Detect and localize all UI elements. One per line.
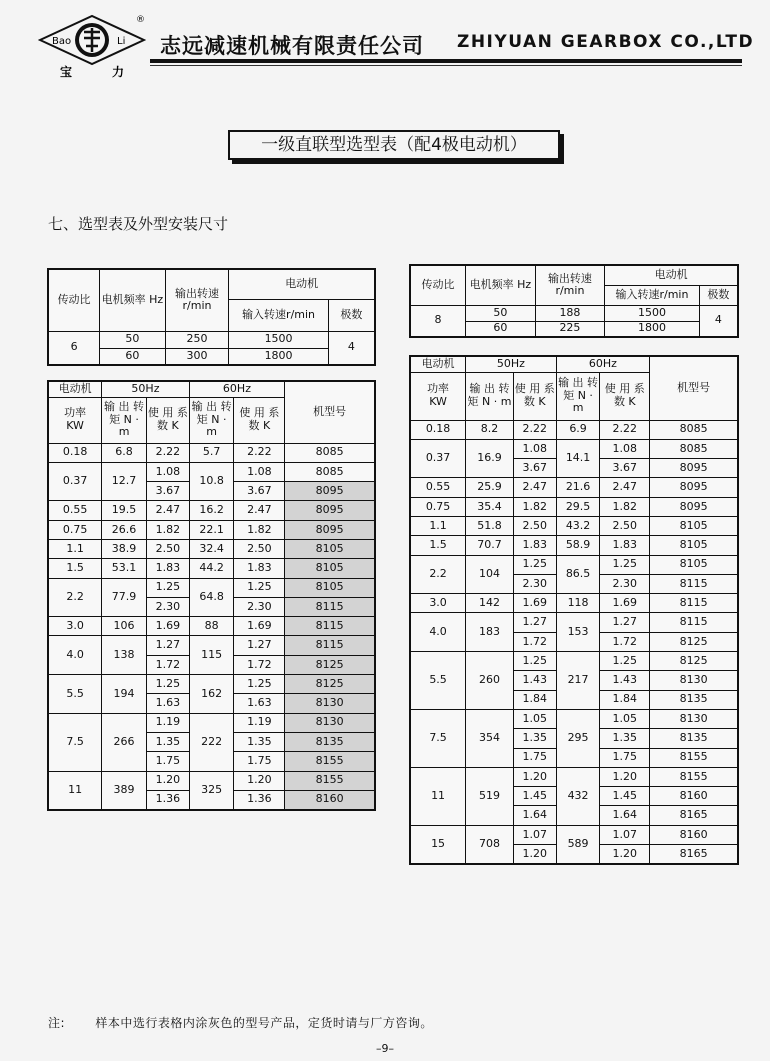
factor-60hz-cell: 1.82 bbox=[600, 497, 650, 516]
factor-50hz-cell: 1.43 bbox=[513, 671, 556, 690]
factor-50hz-cell: 1.20 bbox=[513, 767, 556, 786]
torque-60hz-cell: 217 bbox=[556, 652, 600, 710]
model-cell: 8160 bbox=[285, 790, 375, 809]
torque-50hz-cell: 104 bbox=[466, 555, 514, 594]
torque-60hz-cell: 115 bbox=[189, 636, 234, 675]
logo-cn-left: 宝 bbox=[60, 65, 73, 79]
model-cell: 8125 bbox=[650, 652, 738, 671]
sel-h-50hz: 50Hz bbox=[466, 356, 557, 372]
table-row bbox=[48, 771, 375, 790]
left-selection-table bbox=[47, 380, 376, 811]
model-cell: 8085 bbox=[650, 439, 738, 458]
left-spec-cell: 250 bbox=[165, 331, 229, 348]
model-cell: 8105 bbox=[285, 578, 375, 597]
sel-h-factor-60: 使 用 系 数 K bbox=[234, 397, 285, 443]
table-row bbox=[410, 555, 738, 574]
factor-60hz-cell: 2.30 bbox=[600, 574, 650, 593]
power-kw-cell: 7.5 bbox=[48, 713, 102, 771]
torque-50hz-cell: 51.8 bbox=[466, 516, 514, 535]
torque-50hz-cell: 6.8 bbox=[102, 443, 147, 462]
factor-60hz-cell: 1.72 bbox=[234, 655, 285, 674]
factor-60hz-cell: 1.75 bbox=[600, 748, 650, 767]
model-cell: 8130 bbox=[285, 713, 375, 732]
factor-60hz-cell: 1.20 bbox=[600, 845, 650, 864]
header-rule bbox=[150, 59, 742, 63]
sel-h-torque-50: 输 出 转 矩 N · m bbox=[102, 397, 147, 443]
torque-50hz-cell: 77.9 bbox=[102, 578, 147, 617]
page-number: –9– bbox=[376, 1042, 394, 1055]
factor-50hz-cell: 1.69 bbox=[146, 617, 189, 636]
factor-60hz-cell: 2.50 bbox=[600, 516, 650, 535]
factor-60hz-cell: 1.35 bbox=[600, 729, 650, 748]
factor-50hz-cell: 1.72 bbox=[513, 632, 556, 651]
torque-60hz-cell: 295 bbox=[556, 709, 600, 767]
torque-50hz-cell: 19.5 bbox=[102, 501, 147, 520]
table-row bbox=[410, 497, 738, 516]
left-spec-cell: 60 bbox=[100, 348, 166, 365]
torque-60hz-cell: 10.8 bbox=[189, 462, 234, 501]
factor-60hz-cell: 2.50 bbox=[234, 539, 285, 558]
factor-50hz-cell: 1.75 bbox=[146, 752, 189, 771]
right-spec-h-freq: 电机频率 Hz bbox=[466, 265, 536, 305]
power-kw-cell: 3.0 bbox=[48, 617, 102, 636]
torque-60hz-cell: 22.1 bbox=[189, 520, 234, 539]
torque-50hz-cell: 25.9 bbox=[466, 478, 514, 497]
right-spec-cell: 50 bbox=[466, 305, 536, 321]
factor-60hz-cell: 1.20 bbox=[600, 767, 650, 786]
factor-60hz-cell: 2.22 bbox=[600, 420, 650, 439]
company-name-en: ZHIYUAN GEARBOX CO.,LTD bbox=[457, 32, 755, 52]
table-row bbox=[410, 594, 738, 613]
table-row bbox=[48, 539, 375, 558]
torque-50hz-cell: 16.9 bbox=[466, 439, 514, 478]
header-rule-thin bbox=[150, 65, 742, 66]
torque-60hz-cell: 5.7 bbox=[189, 443, 234, 462]
table-row bbox=[48, 559, 375, 578]
factor-50hz-cell: 3.67 bbox=[146, 482, 189, 501]
factor-60hz-cell: 1.36 bbox=[234, 790, 285, 809]
power-kw-cell: 0.55 bbox=[410, 478, 466, 497]
power-kw-cell: 2.2 bbox=[48, 578, 102, 617]
power-kw-cell: 11 bbox=[410, 767, 466, 825]
torque-50hz-cell: 708 bbox=[466, 825, 514, 864]
factor-50hz-cell: 1.69 bbox=[513, 594, 556, 613]
torque-50hz-cell: 519 bbox=[466, 767, 514, 825]
model-cell: 8105 bbox=[285, 539, 375, 558]
torque-60hz-cell: 153 bbox=[556, 613, 600, 652]
torque-60hz-cell: 162 bbox=[189, 675, 234, 714]
factor-60hz-cell: 1.82 bbox=[234, 520, 285, 539]
factor-50hz-cell: 1.25 bbox=[513, 652, 556, 671]
model-cell: 8095 bbox=[650, 459, 738, 478]
right-spec-ratio: 8 bbox=[410, 305, 466, 337]
model-cell: 8155 bbox=[650, 748, 738, 767]
left-spec-h-input: 输入转速r/min bbox=[229, 299, 328, 331]
factor-50hz-cell: 2.30 bbox=[513, 574, 556, 593]
table-row bbox=[410, 709, 738, 728]
factor-60hz-cell: 1.83 bbox=[600, 536, 650, 555]
model-cell: 8095 bbox=[285, 482, 375, 501]
factor-50hz-cell: 2.50 bbox=[513, 516, 556, 535]
power-kw-cell: 7.5 bbox=[410, 709, 466, 767]
model-cell: 8105 bbox=[650, 516, 738, 535]
sel-h-motor: 电动机 bbox=[410, 356, 466, 372]
factor-60hz-cell: 1.84 bbox=[600, 690, 650, 709]
sel-h-model: 机型号 bbox=[650, 356, 738, 420]
right-spec-h-motor: 电动机 bbox=[605, 265, 738, 285]
factor-50hz-cell: 3.67 bbox=[513, 459, 556, 478]
model-cell: 8135 bbox=[650, 690, 738, 709]
factor-60hz-cell: 1.07 bbox=[600, 825, 650, 844]
factor-50hz-cell: 1.25 bbox=[513, 555, 556, 574]
model-cell: 8165 bbox=[650, 806, 738, 825]
torque-60hz-cell: 43.2 bbox=[556, 516, 600, 535]
model-cell: 8095 bbox=[650, 497, 738, 516]
left-spec-h-freq: 电机频率 Hz bbox=[100, 269, 166, 331]
factor-50hz-cell: 1.63 bbox=[146, 694, 189, 713]
power-kw-cell: 0.37 bbox=[48, 462, 102, 501]
torque-60hz-cell: 6.9 bbox=[556, 420, 600, 439]
table-row bbox=[410, 516, 738, 535]
factor-60hz-cell: 2.30 bbox=[234, 597, 285, 616]
section-heading: 七、选型表及外型安装尺寸 bbox=[48, 215, 229, 233]
torque-60hz-cell: 44.2 bbox=[189, 559, 234, 578]
model-cell: 8105 bbox=[650, 536, 738, 555]
model-cell: 8085 bbox=[285, 443, 375, 462]
sel-h-torque-60: 输 出 转 矩 N · m bbox=[189, 397, 234, 443]
table-row bbox=[48, 617, 375, 636]
factor-60hz-cell: 1.27 bbox=[600, 613, 650, 632]
factor-50hz-cell: 2.22 bbox=[146, 443, 189, 462]
factor-50hz-cell: 1.35 bbox=[146, 732, 189, 751]
factor-50hz-cell: 1.84 bbox=[513, 690, 556, 709]
model-cell: 8135 bbox=[285, 732, 375, 751]
left-spec-cell: 300 bbox=[165, 348, 229, 365]
power-kw-cell: 0.55 bbox=[48, 501, 102, 520]
model-cell: 8095 bbox=[285, 520, 375, 539]
power-kw-cell: 0.75 bbox=[410, 497, 466, 516]
logo-text-li: Li bbox=[117, 36, 126, 47]
torque-60hz-cell: 589 bbox=[556, 825, 600, 864]
table-row bbox=[410, 536, 738, 555]
factor-60hz-cell: 1.25 bbox=[234, 578, 285, 597]
power-kw-cell: 2.2 bbox=[410, 555, 466, 594]
right-spec-cell: 1500 bbox=[605, 305, 699, 321]
sel-h-50hz: 50Hz bbox=[102, 381, 190, 397]
model-cell: 8155 bbox=[285, 752, 375, 771]
factor-50hz-cell: 1.82 bbox=[146, 520, 189, 539]
model-cell: 8115 bbox=[285, 617, 375, 636]
left-spec-cell: 50 bbox=[100, 331, 166, 348]
right-spec-cell: 1800 bbox=[605, 321, 699, 337]
right-spec-poles: 4 bbox=[699, 305, 738, 337]
model-cell: 8085 bbox=[285, 462, 375, 481]
footnote-label: 注: bbox=[48, 1016, 66, 1030]
sel-h-60hz: 60Hz bbox=[189, 381, 284, 397]
factor-60hz-cell: 1.83 bbox=[234, 559, 285, 578]
torque-60hz-cell: 14.1 bbox=[556, 439, 600, 478]
torque-60hz-cell: 58.9 bbox=[556, 536, 600, 555]
left-spec-h-ratio: 传动比 bbox=[48, 269, 100, 331]
sel-h-factor-50: 使 用 系 数 K bbox=[146, 397, 189, 443]
left-spec-poles: 4 bbox=[328, 331, 375, 365]
company-name-cn: 志远减速机械有限责任公司 bbox=[160, 34, 424, 58]
factor-50hz-cell: 2.47 bbox=[513, 478, 556, 497]
right-spec-table bbox=[409, 264, 739, 338]
right-spec-h-speed: 输出转速 r/min bbox=[535, 265, 605, 305]
table-row bbox=[48, 636, 375, 655]
factor-60hz-cell: 1.72 bbox=[600, 632, 650, 651]
model-cell: 8130 bbox=[285, 694, 375, 713]
factor-60hz-cell: 1.25 bbox=[600, 652, 650, 671]
model-cell: 8125 bbox=[650, 632, 738, 651]
footnote bbox=[48, 1014, 433, 1031]
left-spec-h-speed: 输出转速 r/min bbox=[165, 269, 229, 331]
torque-60hz-cell: 432 bbox=[556, 767, 600, 825]
model-cell: 8130 bbox=[650, 671, 738, 690]
model-cell: 8135 bbox=[650, 729, 738, 748]
power-kw-cell: 5.5 bbox=[410, 652, 466, 710]
power-kw-cell: 11 bbox=[48, 771, 102, 810]
page-title: 一级直联型选型表（配4极电动机） bbox=[228, 130, 560, 160]
factor-50hz-cell: 1.83 bbox=[146, 559, 189, 578]
right-spec-cell: 60 bbox=[466, 321, 536, 337]
factor-60hz-cell: 1.64 bbox=[600, 806, 650, 825]
factor-60hz-cell: 1.08 bbox=[234, 462, 285, 481]
sel-h-model: 机型号 bbox=[285, 381, 375, 443]
sel-h-power-label: 功率 bbox=[64, 406, 87, 420]
table-row bbox=[48, 713, 375, 732]
table-row bbox=[48, 443, 375, 462]
sel-h-factor-60: 使 用 系 数 K bbox=[600, 372, 650, 420]
model-cell: 8115 bbox=[650, 594, 738, 613]
power-kw-cell: 3.0 bbox=[410, 594, 466, 613]
left-spec-h-motor: 电动机 bbox=[229, 269, 375, 299]
torque-60hz-cell: 16.2 bbox=[189, 501, 234, 520]
factor-60hz-cell: 1.43 bbox=[600, 671, 650, 690]
torque-50hz-cell: 53.1 bbox=[102, 559, 147, 578]
factor-50hz-cell: 1.72 bbox=[146, 655, 189, 674]
factor-60hz-cell: 1.75 bbox=[234, 752, 285, 771]
factor-50hz-cell: 1.08 bbox=[513, 439, 556, 458]
factor-60hz-cell: 1.27 bbox=[234, 636, 285, 655]
left-spec-ratio: 6 bbox=[48, 331, 100, 365]
factor-60hz-cell: 2.22 bbox=[234, 443, 285, 462]
power-kw-cell: 1.1 bbox=[410, 516, 466, 535]
right-spec-cell: 225 bbox=[535, 321, 605, 337]
left-spec-table bbox=[47, 268, 376, 366]
table-row bbox=[48, 520, 375, 539]
model-cell: 8155 bbox=[285, 771, 375, 790]
sel-h-factor-50: 使 用 系 数 K bbox=[513, 372, 556, 420]
model-cell: 8155 bbox=[650, 767, 738, 786]
power-kw-cell: 1.5 bbox=[48, 559, 102, 578]
sel-h-kw: KW bbox=[429, 395, 447, 408]
baoli-logo bbox=[38, 12, 146, 82]
right-spec-h-ratio: 传动比 bbox=[410, 265, 466, 305]
factor-50hz-cell: 1.07 bbox=[513, 825, 556, 844]
table-row bbox=[410, 420, 738, 439]
left-spec-cell: 1800 bbox=[229, 348, 328, 365]
model-cell: 8105 bbox=[650, 555, 738, 574]
power-kw-cell: 0.75 bbox=[48, 520, 102, 539]
table-row bbox=[410, 613, 738, 632]
power-kw-cell: 0.18 bbox=[410, 420, 466, 439]
torque-60hz-cell: 32.4 bbox=[189, 539, 234, 558]
factor-50hz-cell: 1.20 bbox=[513, 845, 556, 864]
torque-50hz-cell: 12.7 bbox=[102, 462, 147, 501]
model-cell: 8125 bbox=[285, 675, 375, 694]
sel-h-power bbox=[48, 397, 102, 443]
model-cell: 8165 bbox=[650, 845, 738, 864]
factor-50hz-cell: 1.25 bbox=[146, 578, 189, 597]
model-cell: 8160 bbox=[650, 825, 738, 844]
model-cell: 8125 bbox=[285, 655, 375, 674]
sel-h-torque-60: 输 出 转 矩 N · m bbox=[556, 372, 600, 420]
model-cell: 8085 bbox=[650, 420, 738, 439]
factor-50hz-cell: 1.36 bbox=[146, 790, 189, 809]
factor-50hz-cell: 1.27 bbox=[146, 636, 189, 655]
torque-60hz-cell: 29.5 bbox=[556, 497, 600, 516]
torque-50hz-cell: 260 bbox=[466, 652, 514, 710]
torque-50hz-cell: 26.6 bbox=[102, 520, 147, 539]
factor-50hz-cell: 1.45 bbox=[513, 787, 556, 806]
factor-50hz-cell: 1.27 bbox=[513, 613, 556, 632]
factor-50hz-cell: 1.75 bbox=[513, 748, 556, 767]
model-cell: 8115 bbox=[285, 636, 375, 655]
sel-h-kw: KW bbox=[66, 419, 84, 432]
power-kw-cell: 0.37 bbox=[410, 439, 466, 478]
factor-60hz-cell: 1.08 bbox=[600, 439, 650, 458]
factor-60hz-cell: 3.67 bbox=[234, 482, 285, 501]
torque-50hz-cell: 389 bbox=[102, 771, 147, 810]
torque-50hz-cell: 138 bbox=[102, 636, 147, 675]
torque-60hz-cell: 21.6 bbox=[556, 478, 600, 497]
table-row bbox=[48, 675, 375, 694]
torque-50hz-cell: 266 bbox=[102, 713, 147, 771]
torque-50hz-cell: 106 bbox=[102, 617, 147, 636]
torque-60hz-cell: 325 bbox=[189, 771, 234, 810]
torque-50hz-cell: 142 bbox=[466, 594, 514, 613]
factor-50hz-cell: 2.30 bbox=[146, 597, 189, 616]
torque-60hz-cell: 88 bbox=[189, 617, 234, 636]
factor-60hz-cell: 1.25 bbox=[600, 555, 650, 574]
power-kw-cell: 15 bbox=[410, 825, 466, 864]
factor-60hz-cell: 1.69 bbox=[600, 594, 650, 613]
factor-60hz-cell: 1.05 bbox=[600, 709, 650, 728]
model-cell: 8115 bbox=[650, 574, 738, 593]
footnote-text: 样本中选行表格内涂灰色的型号产品，定货时请与厂方咨询。 bbox=[95, 1016, 433, 1030]
page-header bbox=[0, 0, 770, 80]
torque-60hz-cell: 222 bbox=[189, 713, 234, 771]
factor-60hz-cell: 3.67 bbox=[600, 459, 650, 478]
torque-50hz-cell: 38.9 bbox=[102, 539, 147, 558]
factor-50hz-cell: 1.19 bbox=[146, 713, 189, 732]
table-row bbox=[410, 652, 738, 671]
power-kw-cell: 4.0 bbox=[48, 636, 102, 675]
left-spec-h-poles: 极数 bbox=[328, 299, 375, 331]
sel-h-60hz: 60Hz bbox=[556, 356, 649, 372]
factor-60hz-cell: 1.63 bbox=[234, 694, 285, 713]
right-spec-h-input: 输入转速r/min bbox=[605, 285, 699, 305]
factor-50hz-cell: 1.82 bbox=[513, 497, 556, 516]
factor-50hz-cell: 1.83 bbox=[513, 536, 556, 555]
factor-50hz-cell: 1.20 bbox=[146, 771, 189, 790]
left-spec-cell: 1500 bbox=[229, 331, 328, 348]
torque-50hz-cell: 35.4 bbox=[466, 497, 514, 516]
torque-60hz-cell: 118 bbox=[556, 594, 600, 613]
factor-50hz-cell: 1.25 bbox=[146, 675, 189, 694]
table-row bbox=[410, 825, 738, 844]
factor-60hz-cell: 1.69 bbox=[234, 617, 285, 636]
sel-h-power bbox=[410, 372, 466, 420]
sel-h-torque-50: 输 出 转 矩 N · m bbox=[466, 372, 514, 420]
torque-50hz-cell: 183 bbox=[466, 613, 514, 652]
factor-60hz-cell: 2.47 bbox=[600, 478, 650, 497]
model-cell: 8130 bbox=[650, 709, 738, 728]
right-spec-cell: 188 bbox=[535, 305, 605, 321]
power-kw-cell: 1.5 bbox=[410, 536, 466, 555]
power-kw-cell: 4.0 bbox=[410, 613, 466, 652]
logo-cn-right: 力 bbox=[112, 65, 125, 79]
torque-60hz-cell: 86.5 bbox=[556, 555, 600, 594]
registered-mark: ® bbox=[136, 15, 145, 25]
factor-60hz-cell: 1.20 bbox=[234, 771, 285, 790]
torque-50hz-cell: 70.7 bbox=[466, 536, 514, 555]
factor-60hz-cell: 1.19 bbox=[234, 713, 285, 732]
factor-50hz-cell: 1.35 bbox=[513, 729, 556, 748]
torque-60hz-cell: 64.8 bbox=[189, 578, 234, 617]
torque-50hz-cell: 354 bbox=[466, 709, 514, 767]
model-cell: 8105 bbox=[285, 559, 375, 578]
model-cell: 8095 bbox=[285, 501, 375, 520]
factor-50hz-cell: 1.05 bbox=[513, 709, 556, 728]
logo-text-bao: Bao bbox=[52, 36, 72, 47]
table-row bbox=[410, 478, 738, 497]
model-cell: 8095 bbox=[650, 478, 738, 497]
model-cell: 8115 bbox=[285, 597, 375, 616]
factor-60hz-cell: 2.47 bbox=[234, 501, 285, 520]
model-cell: 8115 bbox=[650, 613, 738, 632]
table-row bbox=[410, 767, 738, 786]
power-kw-cell: 0.18 bbox=[48, 443, 102, 462]
torque-50hz-cell: 8.2 bbox=[466, 420, 514, 439]
table-row bbox=[48, 501, 375, 520]
table-row bbox=[48, 462, 375, 481]
factor-50hz-cell: 2.22 bbox=[513, 420, 556, 439]
model-cell: 8160 bbox=[650, 787, 738, 806]
table-row bbox=[48, 578, 375, 597]
factor-60hz-cell: 1.25 bbox=[234, 675, 285, 694]
sel-h-motor: 电动机 bbox=[48, 381, 102, 397]
right-spec-h-poles: 极数 bbox=[699, 285, 738, 305]
right-selection-table bbox=[409, 355, 739, 865]
factor-50hz-cell: 1.08 bbox=[146, 462, 189, 481]
factor-50hz-cell: 2.50 bbox=[146, 539, 189, 558]
factor-60hz-cell: 1.45 bbox=[600, 787, 650, 806]
table-row bbox=[410, 439, 738, 458]
torque-50hz-cell: 194 bbox=[102, 675, 147, 714]
factor-50hz-cell: 2.47 bbox=[146, 501, 189, 520]
power-kw-cell: 1.1 bbox=[48, 539, 102, 558]
power-kw-cell: 5.5 bbox=[48, 675, 102, 714]
factor-60hz-cell: 1.35 bbox=[234, 732, 285, 751]
sel-h-power-label: 功率 bbox=[427, 382, 450, 396]
factor-50hz-cell: 1.64 bbox=[513, 806, 556, 825]
